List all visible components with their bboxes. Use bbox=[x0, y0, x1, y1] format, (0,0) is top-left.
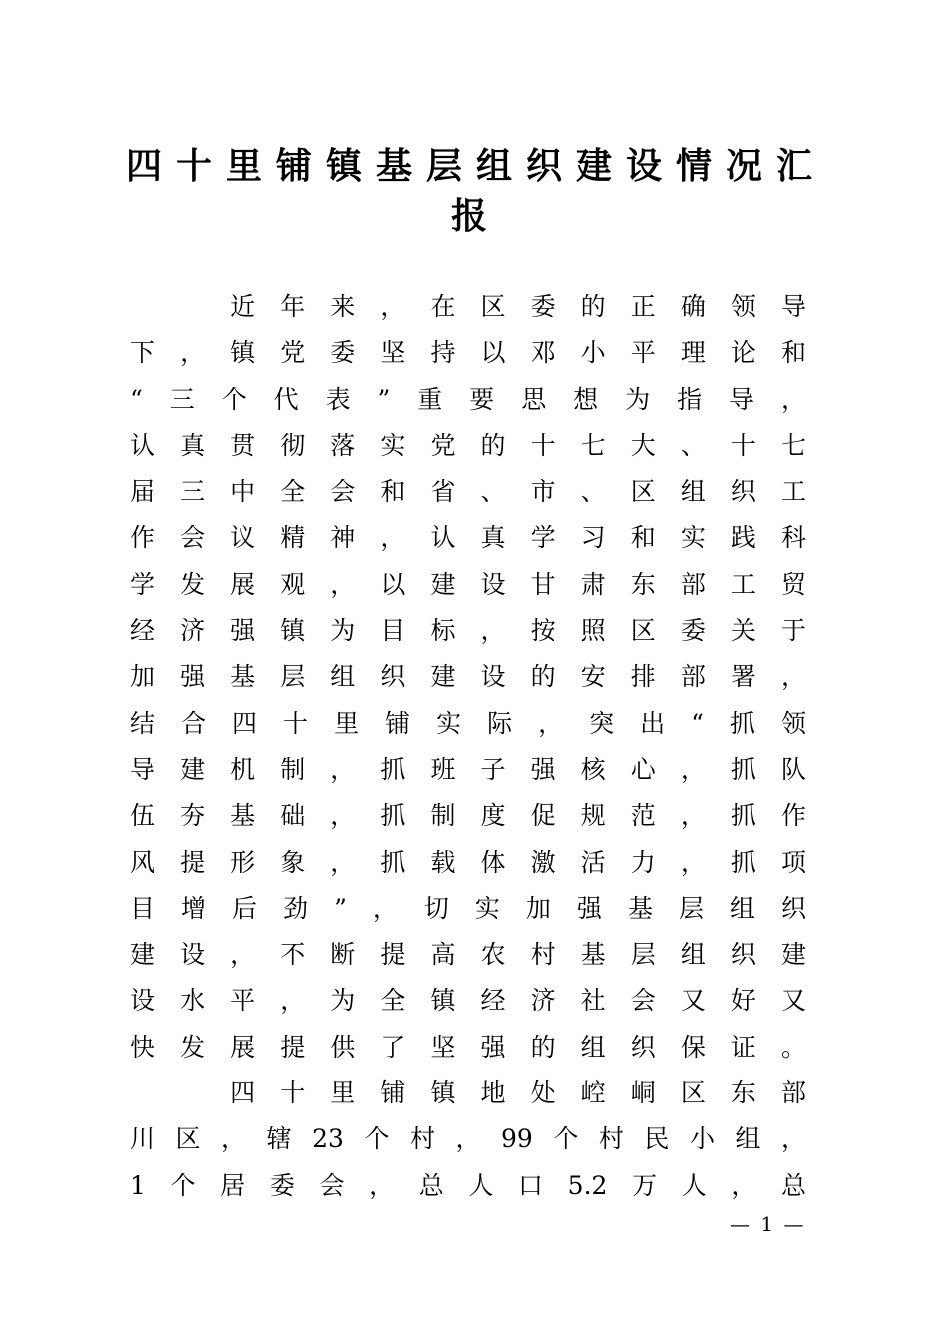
text-line: 快发展提供了坚强的组织保证。 bbox=[130, 1032, 806, 1062]
text-line: “三个代表”重要思想为指导， bbox=[130, 384, 806, 414]
text-line: 经济强镇为目标，按照区委关于 bbox=[130, 616, 806, 646]
paragraph-overview bbox=[130, 1070, 806, 1209]
text-line: 川区，辖23个村，99个村民小组， bbox=[130, 1124, 806, 1154]
text-line: 四十里铺镇地处崆峒区东部 bbox=[130, 1078, 806, 1107]
text-line: 近年来，在区委的正确领导 bbox=[130, 292, 806, 321]
page-number: — 1 — bbox=[730, 1212, 806, 1236]
text-line: 建设，不断提高农村基层组织建 bbox=[130, 940, 806, 970]
text-line: 作会议精神，认真学习和实践科 bbox=[130, 523, 806, 553]
text-line: 设水平，为全镇经济社会又好又 bbox=[130, 986, 806, 1016]
text-line: 1个居委会，总人口5.2万人，总 bbox=[130, 1170, 806, 1200]
text-line: 导建机制，抓班子强核心，抓队 bbox=[130, 754, 806, 784]
document-title: 四十里铺镇基层组织建设情况汇报 bbox=[126, 146, 827, 237]
text-line: 加强基层组织建设的安排部署， bbox=[130, 662, 806, 692]
text-line: 风提形象，抓载体激活力，抓项 bbox=[130, 847, 806, 877]
text-line: 届三中全会和省、市、区组织工 bbox=[130, 477, 806, 507]
text-line: 认真贯彻落实党的十七大、十七 bbox=[130, 430, 806, 460]
paragraph-intro bbox=[130, 284, 806, 1071]
text-line: 结合四十里铺实际，突出“抓领 bbox=[130, 708, 806, 738]
text-line: 伍夯基础，抓制度促规范，抓作 bbox=[130, 801, 806, 831]
text-line: 下，镇党委坚持以邓小平理论和 bbox=[130, 338, 806, 368]
text-line: 学发展观，以建设甘肃东部工贸 bbox=[130, 569, 806, 599]
text-line: 目增后劲”，切实加强基层组织 bbox=[130, 893, 806, 923]
